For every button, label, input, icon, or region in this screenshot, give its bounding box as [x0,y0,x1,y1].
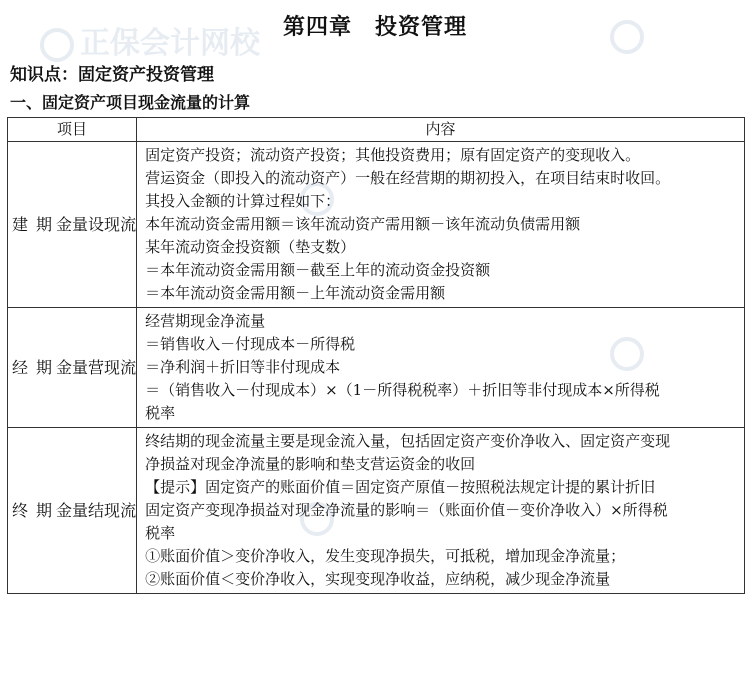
content-line: ＝本年流动资金需用额－截至上年的流动资金投资额 [145,261,491,279]
cash-flow-table [7,117,745,594]
header-item: 项目 [8,118,137,142]
content-line: 【提示】固定资产的账面价值＝固定资产原值－按照税法规定计提的累计折旧 [145,478,656,496]
row-label-text: 建 期 金 量 设 现 流 [11,215,137,234]
row-label-operating [8,308,137,428]
content-line: ②账面价值＜变价净收入，实现变现净收益，应纳税，减少现金净流量 [145,570,611,588]
header-content: 内容 [137,118,745,142]
row-content [137,428,745,594]
table-row [8,428,745,594]
section-heading: 一、固定资产项目现金流量的计算 [10,93,251,112]
content-line: ＝（销售收入－付现成本）×（1－所得税税率）＋折旧等非付现成本×所得税 [145,381,660,399]
row-label-text: 终 期 金 量 结 现 流 [11,501,137,520]
row-content [137,142,745,308]
content-line: 某年流动资金投资额（垫支数） [145,238,356,256]
content-line: 净损益对现金净流量的影响和垫支营运资金的收回 [145,455,476,473]
content-line: 营运资金（即投入的流动资产）一般在经营期的期初投入，在项目结束时收回。 [145,169,671,187]
knowledge-point-heading: 知识点：固定资产投资管理 [10,65,214,85]
table-header-row [8,118,745,142]
content-line: ①账面价值＞变价净收入，发生变现净损失，可抵税，增加现金净流量； [145,547,626,565]
content-line: ＝净利润＋折旧等非付现成本 [145,358,341,376]
content-line: ＝销售收入－付现成本－所得税 [145,335,356,353]
content-line: 税率 [145,404,176,422]
content-line: 固定资产投资；流动资产投资；其他投资费用；原有固定资产的变现收入。 [145,146,641,164]
table-row [8,142,745,308]
content-line: 经营期现金净流量 [145,312,266,330]
row-label-text: 经 期 金 量 营 现 流 [11,358,137,377]
content-line: 税率 [145,524,176,542]
row-label-construction [8,142,137,308]
content-line: ＝本年流动资金需用额－上年流动资金需用额 [145,284,446,302]
content-line: 其投入金额的计算过程如下： [145,192,341,210]
watermark: 正保会计网校 [40,18,260,62]
content-line: 固定资产变现净损益对现金净流量的影响＝（账面价值－变价净收入）×所得税 [145,501,668,519]
table-row [8,308,745,428]
row-content [137,308,745,428]
page-title: 第四章 投资管理 [282,14,467,40]
content-line: 终结期的现金流量主要是现金流入量，包括固定资产变价净收入、固定资产变现 [145,432,671,450]
content-line: 本年流动资金需用额＝该年流动资产需用额－该年流动负债需用额 [145,215,581,233]
row-label-terminal [8,428,137,594]
